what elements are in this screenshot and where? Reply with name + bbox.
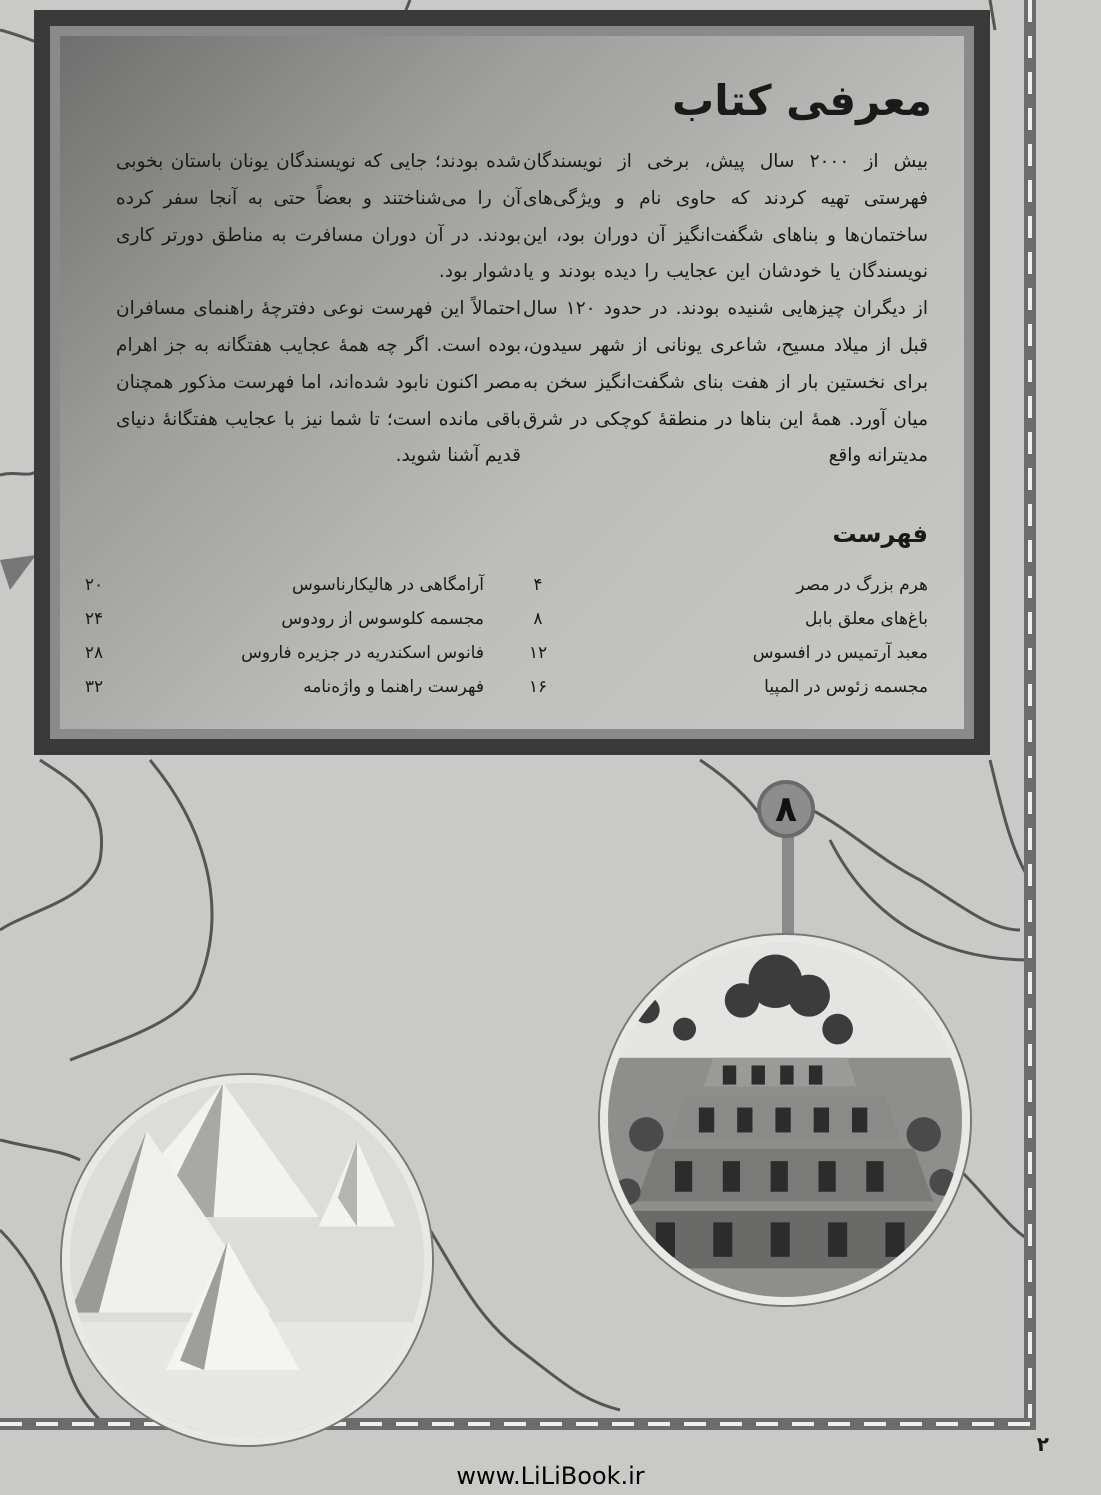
intro-panel (34, 10, 990, 755)
toc-item-title: باغ‌های معلق بابل (805, 609, 928, 629)
intro-paragraph: احتمالاً این فهرست نوعی دفترچهٔ راهنمای مسافران بوده است. اگر چه همهٔ عجایب هفتگانه به جز اهرام مصر اکنون نابود شده‌اند، اما فهرست مذکور همچنان باقی مانده است؛ تا شما نیز با عجایب هفتگانهٔ دنیای قدیم آشنا شوید. (116, 298, 521, 467)
toc-item-page: ۲۰ (84, 575, 104, 595)
pyramids-icon (70, 1083, 424, 1437)
intro-title: معرفی کتاب (672, 76, 932, 125)
toc-item-page: ۸ (533, 609, 543, 629)
intro-column-left (116, 144, 521, 475)
toc-list-left (64, 568, 484, 704)
pyramids-illustration (62, 1075, 432, 1445)
toc-item[interactable] (64, 670, 484, 704)
hanging-gardens-icon (608, 943, 962, 1297)
toc-item-title: هرم بزرگ در مصر (796, 575, 928, 595)
toc-item-page: ۱۶ (528, 677, 548, 697)
intro-paragraph: شده بودند؛ جایی که نویسندگان یونان باستان بخوبی آن را می‌شناختند و بعضاً حتی به آنجا سفر کرده بودند. در آن دوران مسافرت به مناطق دورتر کاری دشوار بود. (116, 151, 521, 283)
toc-item[interactable] (508, 636, 928, 670)
hanging-gardens-illustration (600, 935, 970, 1305)
intro-paragraph: بیش از ۲۰۰۰ سال پیش، برخی از نویسندگان فهرستی تهیه کردند که حاوی نام و ویژگی‌های ساختمان‌ها و بناهای شگفت‌انگیز آن دوران بود، این نویسندگان یا خودشان این عجایب را دیده بودند و یا از دیگران چیزهایی شنیده بودند. در حدود ۱۲۰ سال قبل از میلاد مسیح، شاعری یونانی از شهر سیدون، برای نخستین بار از هفت بنای شگفت‌انگیز سخن به میان آورد. همهٔ این بناها در منطقهٔ کوچکی در شرق مدیترانه واقع (523, 151, 928, 467)
toc-item[interactable] (508, 602, 928, 636)
toc-heading: فهرست (832, 520, 928, 548)
toc-item-title: فهرست راهنما و واژه‌نامه (303, 677, 484, 697)
page-number: ۲ (1036, 1432, 1049, 1456)
toc-item-page: ۴ (533, 575, 543, 595)
toc-item-title: مجسمه زئوس در المپیا (764, 677, 928, 697)
toc-item[interactable] (64, 636, 484, 670)
toc-item-page: ۲۸ (84, 643, 104, 663)
toc-item-page: ۲۴ (84, 609, 104, 629)
toc-list-right (508, 568, 928, 704)
watermark[interactable]: www.LiLiBook.ir (456, 1462, 645, 1490)
toc-item-page: ۱۲ (528, 643, 548, 663)
map-marker-stem (782, 836, 794, 936)
toc-item-title: فانوس اسکندریه در جزیره فاروس (241, 643, 484, 663)
toc-item-title: معبد آرتمیس در افسوس (752, 643, 928, 663)
map-marker[interactable]: ۸ (757, 780, 815, 838)
toc-item[interactable] (508, 568, 928, 602)
toc-item[interactable] (508, 670, 928, 704)
toc-item[interactable] (64, 602, 484, 636)
toc-item-title: آرامگاهی در هالیکارناسوس (292, 575, 484, 595)
toc-item[interactable] (64, 568, 484, 602)
toc-item-title: مجسمه کلوسوس از رودوس (281, 609, 484, 629)
intro-column-right (523, 144, 928, 475)
toc-item-page: ۳۲ (84, 677, 104, 697)
